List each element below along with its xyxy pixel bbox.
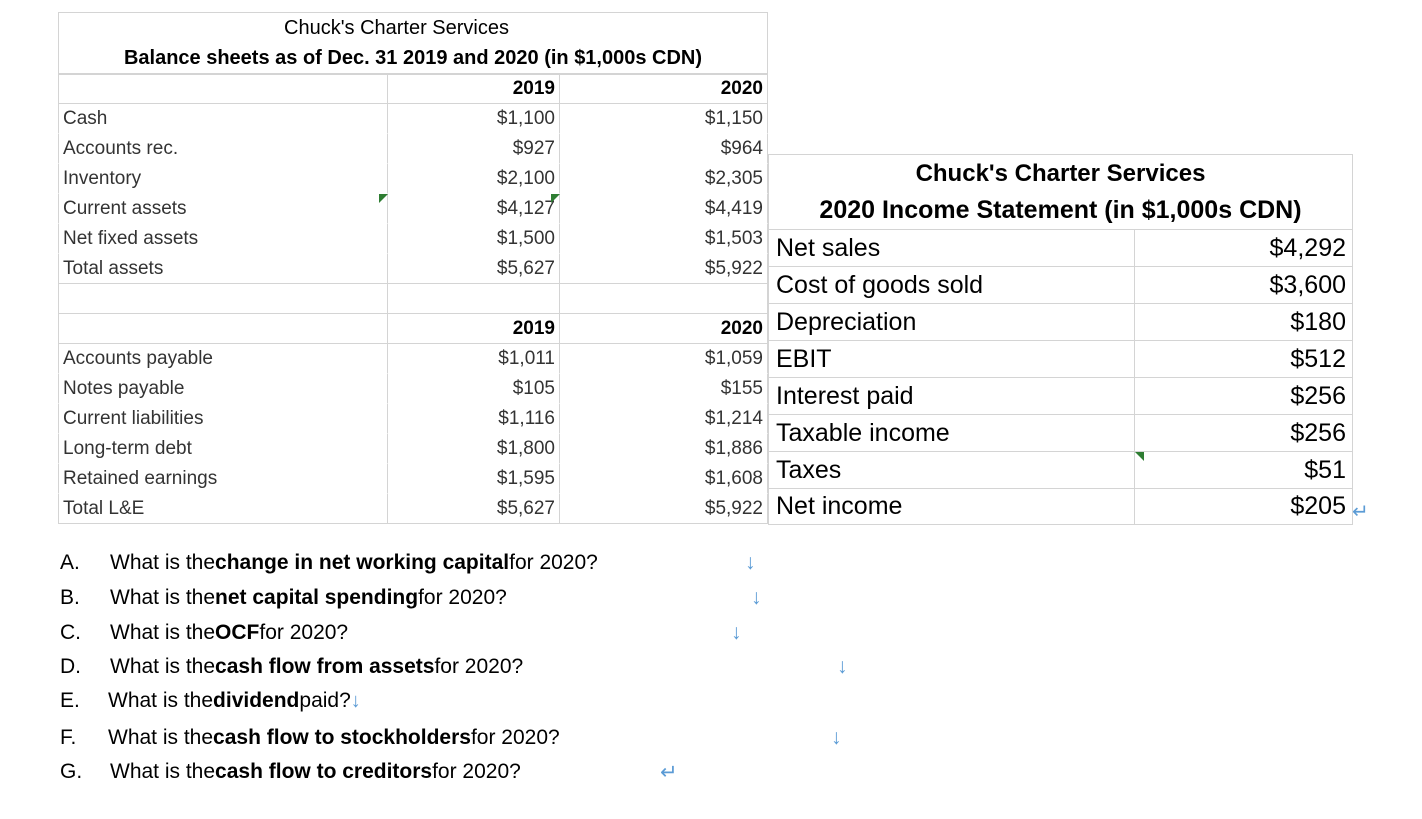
row-label: Net fixed assets (58, 224, 388, 254)
row-value: $256 (1135, 377, 1353, 414)
question-d: D. What is the cash flow from assets for 2020? (60, 655, 524, 678)
row-value: $180 (1135, 303, 1353, 340)
row-label: Inventory (58, 164, 388, 194)
row-label: Taxable income (768, 414, 1135, 451)
question-letter: F. (60, 726, 77, 749)
income-statement-title: Chuck's Charter Services (768, 154, 1353, 192)
row-label: Accounts rec. (58, 134, 388, 164)
row-label: Current liabilities (58, 404, 388, 434)
table-row (58, 224, 768, 254)
value-2020: $5,922 (560, 254, 768, 284)
table-row (768, 340, 1353, 377)
value-2019: $1,100 (388, 104, 560, 134)
table-row (768, 266, 1353, 303)
value-2019: $105 (388, 374, 560, 404)
question-e: E. What is the dividend paid? ↓ (60, 689, 361, 712)
row-label: Accounts payable (58, 344, 388, 374)
value-2020: $2,305 (560, 164, 768, 194)
value-2020: $4,419 (560, 194, 768, 224)
row-label: Current assets (58, 194, 388, 224)
table-row (58, 104, 768, 134)
down-arrow-icon: ↓ (745, 551, 756, 574)
value-2019: $5,627 (388, 254, 560, 284)
return-arrow-icon: ↵ (660, 761, 678, 784)
comment-indicator-icon (551, 194, 560, 203)
table-row (58, 494, 768, 524)
comment-indicator-icon (1135, 452, 1144, 461)
income-statement-table (768, 154, 1353, 525)
value-2019: $1,116 (388, 404, 560, 434)
row-label: EBIT (768, 340, 1135, 377)
empty-row (58, 284, 768, 314)
table-row (768, 303, 1353, 340)
value-2020: $1,886 (560, 434, 768, 464)
year-2019-header: 2019 (388, 314, 560, 344)
down-arrow-icon: ↓ (751, 586, 762, 609)
value-2019: $1,800 (388, 434, 560, 464)
value-2019: $4,127 (388, 194, 560, 224)
value-2019: $927 (388, 134, 560, 164)
table-row (768, 451, 1353, 488)
question-b: B. What is the net capital spending for 2020? (60, 586, 507, 609)
row-value: $51 (1135, 451, 1353, 488)
value-2020: $1,150 (560, 104, 768, 134)
balance-sheet-title: Chuck's Charter Services (58, 12, 768, 43)
row-value: $256 (1135, 414, 1353, 451)
table-row (768, 414, 1353, 451)
value-2019: $2,100 (388, 164, 560, 194)
question-letter: E. (60, 689, 80, 712)
value-2019: $1,500 (388, 224, 560, 254)
value-2020: $1,214 (560, 404, 768, 434)
balance-sheet-table (58, 12, 768, 524)
row-label: Depreciation (768, 303, 1135, 340)
year-2020-header: 2020 (560, 314, 768, 344)
question-letter: G. (60, 760, 83, 783)
table-row (58, 404, 768, 434)
liabilities-header-row (58, 314, 768, 344)
row-label: Retained earnings (58, 464, 388, 494)
question-letter: C. (60, 621, 81, 644)
row-label: Total assets (58, 254, 388, 284)
value-2019: $1,595 (388, 464, 560, 494)
return-arrow-icon: ↵ (1352, 501, 1369, 523)
down-arrow-icon: ↓ (350, 689, 361, 712)
row-label: Interest paid (768, 377, 1135, 414)
table-row (58, 434, 768, 464)
value-2020: $964 (560, 134, 768, 164)
value-2020: $1,503 (560, 224, 768, 254)
row-label: Total L&E (58, 494, 388, 524)
question-letter: A. (60, 551, 80, 574)
year-2020-header: 2020 (560, 74, 768, 104)
row-label: Notes payable (58, 374, 388, 404)
question-a: A. What is the change in net working capital for 2020? (60, 551, 598, 574)
table-row (58, 464, 768, 494)
value-2020: $5,922 (560, 494, 768, 524)
row-value: $512 (1135, 340, 1353, 377)
value-2019: $1,011 (388, 344, 560, 374)
row-label: Cash (58, 104, 388, 134)
question-f: F. What is the cash flow to stockholders for 2020? (60, 726, 560, 749)
table-row (58, 164, 768, 194)
table-row (58, 134, 768, 164)
balance-sheet-subtitle: Balance sheets as of Dec. 31 2019 and 2020 (in $1,000s CDN) (58, 43, 768, 74)
value-2020: $155 (560, 374, 768, 404)
table-row (768, 229, 1353, 266)
row-label: Long-term debt (58, 434, 388, 464)
down-arrow-icon: ↓ (731, 621, 742, 644)
question-letter: D. (60, 655, 81, 678)
question-g: G. What is the cash flow to creditors for 2020? (60, 760, 521, 783)
assets-header-row (58, 74, 768, 104)
value-2019: $5,627 (388, 494, 560, 524)
row-value: $4,292 (1135, 229, 1353, 266)
table-row (768, 488, 1353, 525)
table-row (768, 377, 1353, 414)
value-2020: $1,608 (560, 464, 768, 494)
row-label: Taxes (768, 451, 1135, 488)
table-row (58, 374, 768, 404)
row-value: $205 (1135, 488, 1353, 525)
row-value: $3,600 (1135, 266, 1353, 303)
row-label: Net income (768, 488, 1135, 525)
row-label: Net sales (768, 229, 1135, 266)
row-label: Cost of goods sold (768, 266, 1135, 303)
table-row (58, 254, 768, 284)
value-2020: $1,059 (560, 344, 768, 374)
question-c: C. What is the OCF for 2020? (60, 621, 349, 644)
table-row (58, 194, 768, 224)
down-arrow-icon: ↓ (837, 655, 848, 678)
question-letter: B. (60, 586, 80, 609)
comment-indicator-icon (379, 194, 388, 203)
year-2019-header: 2019 (388, 74, 560, 104)
income-statement-subtitle: 2020 Income Statement (in $1,000s CDN) (768, 192, 1353, 229)
table-row (58, 344, 768, 374)
down-arrow-icon: ↓ (831, 726, 842, 749)
